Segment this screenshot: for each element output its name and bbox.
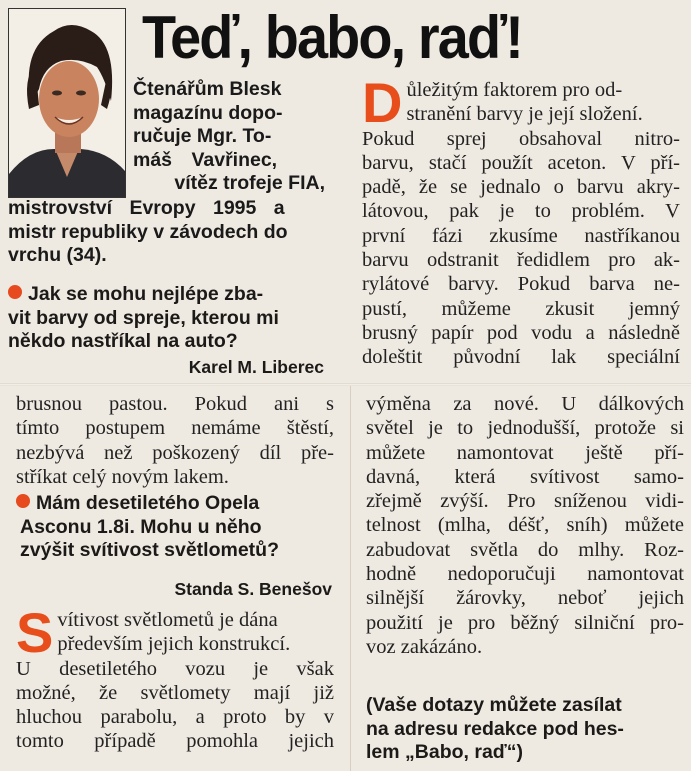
answer-line: voz zakázáno. [366,635,483,658]
answer-line: ůležitým faktorem pro od- [406,79,623,101]
answer-line: možné, že světlomety mají již [16,681,334,704]
intro-text-continued [8,197,326,268]
answer-line: Pokud sprej obsahoval nitro- [362,127,680,150]
answer-line: brusný papír pod vodu a následně [362,321,680,344]
answer-line: tomto případě pomohla jejich [16,730,334,753]
intro-line: mistrovství Evropy 1995 a [8,197,285,219]
intro-line: máš Vavřinec, [133,148,278,171]
signature-2: Standa S. Benešov [174,579,332,599]
question-line: Jak se mohu nejlépe zba- [28,283,264,305]
question-2 [16,492,334,563]
question-line: Mám desetiletého Opela [36,492,260,514]
intro-line: vrchu (34). [8,244,107,266]
answer-line: výměna za nové. U dálkových [366,393,684,415]
answer-line: barvu, stačí použít aceton. V pří- [362,151,680,174]
answer-1-continued [16,392,334,489]
intro-line: mistr republiky v závodech do [8,220,288,243]
dropcap-s: S [16,601,54,664]
answer-line: doleštit původní lak speciální [362,346,680,369]
answer-line: první fázi zkusíme nastříkanou [362,224,680,247]
answer-line: davná, která svítivost samo- [366,465,684,488]
answer-line: telnost (mlha, déšť, sníh) můžete [366,514,684,537]
answer-line: silnější žárovky, neboť jejich [366,587,684,610]
intro-line: ručuje Mgr. To- [133,125,272,147]
answer-line: hluchou parabolu, a proto by v [16,706,334,729]
answer-2-continued [366,392,684,659]
closing-line: lem „Babo, raď“) [366,741,524,763]
answer-line: barvu odstranit ředidlem pro ak- [362,249,680,272]
intro-line: vítěz trofeje FIA, [174,172,325,194]
portrait-image [9,9,125,197]
answer-line: použití je pro běžný silniční pro- [366,611,684,634]
answer-line: především jejich konstrukcí. [57,633,291,656]
answer-line: vítivost světlometů je dána [57,609,278,631]
answer-1 [362,71,680,370]
answer-line: U desetiletého vozu je však [16,657,334,680]
closing-line: (Vaše dotazy můžete zasílat [366,694,622,716]
question-line: vit barvy od spreje, kterou mi [8,306,279,329]
answer-line: rylátové barvy. Pokud barva ne- [362,273,680,296]
bullet-icon [16,494,30,508]
answer-2 [16,601,334,754]
bullet-icon [8,285,22,299]
answer-line: nezbývá než poškozený díl pře- [16,441,334,464]
headline: Teď, babo, raď! [142,4,522,71]
answer-line: padě, že se jednalo o barvu akry- [362,176,680,199]
answer-line: stříkat celý novým lakem. [16,465,229,488]
intro-line: Čtenářům Blesk [133,78,282,100]
signature-1: Karel M. Liberec [188,357,324,377]
answer-line: můžete namontovat ještě pří- [366,441,684,464]
answer-line: brusnou pastou. Pokud ani s [16,393,334,415]
answer-line: zřejmě zvýší. Pro sníženou vidi- [366,490,684,513]
intro-line: magazínu dopo- [133,101,283,124]
question-line: Asconu 1.8i. Mohu u něho [20,515,262,538]
question-line: někdo nastříkal na auto? [8,330,238,352]
question-1 [8,283,326,354]
answer-line: tímto postupem nemáme štěstí, [16,417,334,440]
answer-line: světel je to jednodušší, protože si [366,417,684,440]
intro-text [133,78,325,196]
page-fold [0,383,691,386]
closing-note [366,694,686,765]
answer-line: zabudovat světla do mlhy. Roz- [366,538,684,561]
answer-line: pustí, můžeme zkusit jemný [362,297,680,320]
author-photo [8,8,126,198]
answer-line: stranění barvy je její složení. [406,103,643,126]
closing-line: na adresu redakce pod hes- [366,717,624,740]
dropcap-d: D [362,71,403,134]
column-divider [350,386,351,771]
answer-line: hodně nedoporučuji namontovat [366,563,684,586]
answer-line: látovou, pak je to problém. V [362,200,680,223]
question-line: zvýšit svítivost světlometů? [20,539,280,561]
